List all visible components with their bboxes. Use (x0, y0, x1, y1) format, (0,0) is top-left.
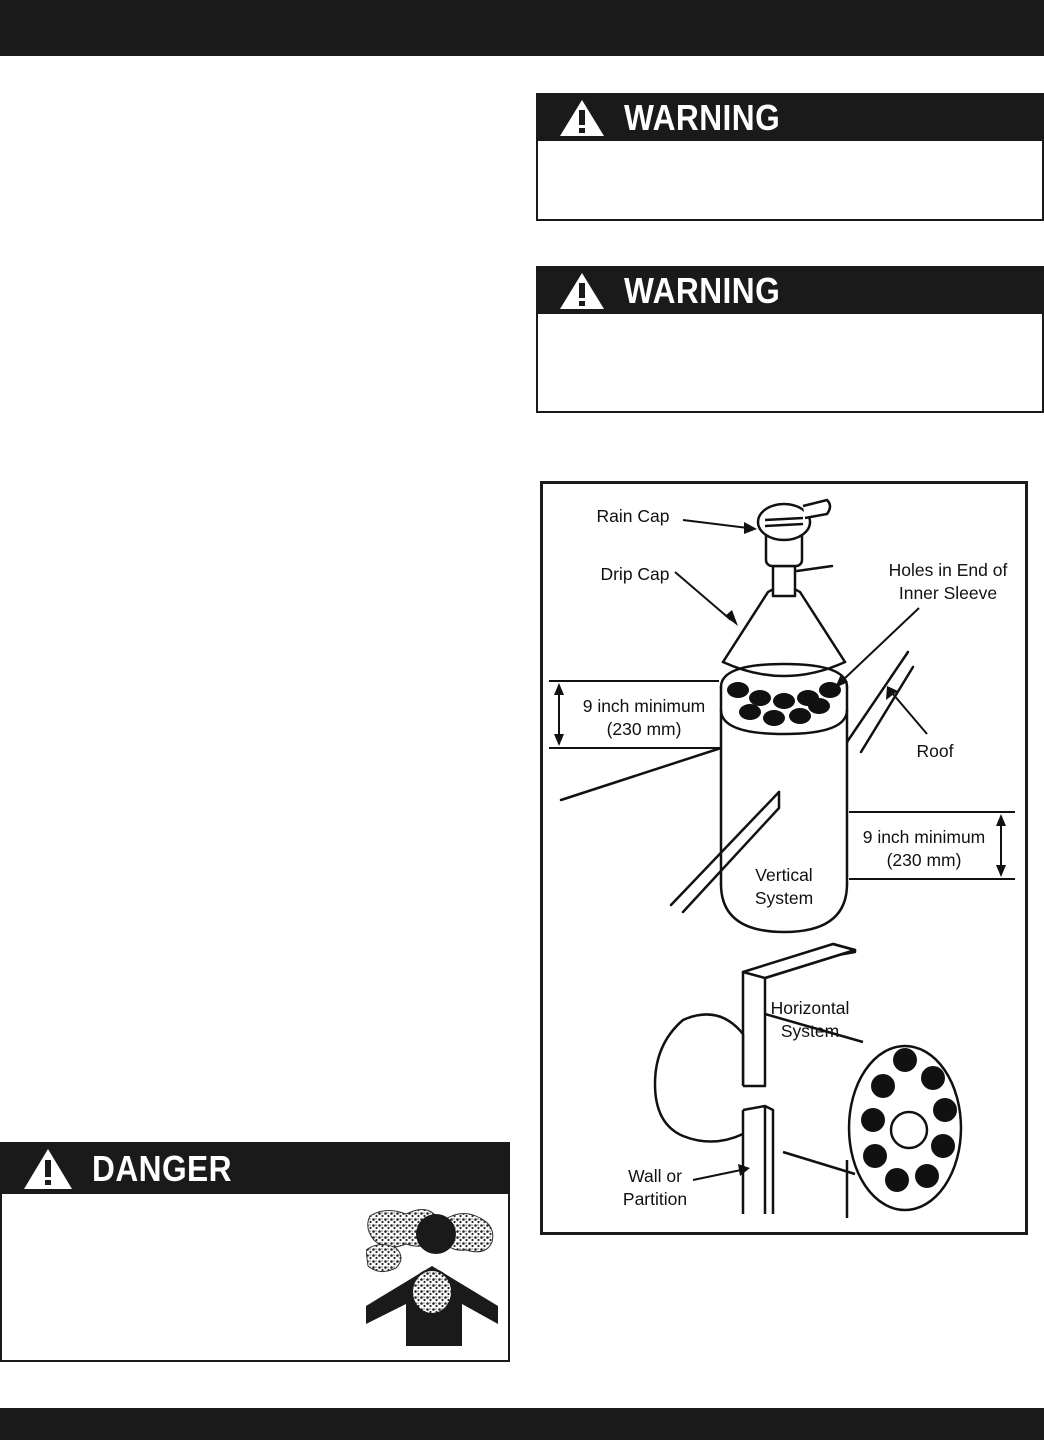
holes-label-line1: Holes in End of (888, 560, 1008, 580)
vertical-system-label-line1: Vertical (755, 865, 813, 885)
danger-header (2, 1144, 508, 1194)
horizontal-system-label-line2: System (780, 1021, 840, 1041)
side-clearance-label-line1: 9 inch minimum (862, 827, 986, 847)
warning-triangle-icon (558, 98, 606, 138)
wall-label-line2: Partition (622, 1189, 688, 1209)
footer-bar (0, 1408, 1044, 1440)
warning-box (536, 93, 1044, 221)
toxic-fumes-pictogram (366, 1206, 498, 1346)
rain-cap-label: Rain Cap (596, 506, 670, 526)
warning-header (538, 95, 1042, 141)
warning-heading: WARNING (624, 97, 781, 138)
header-bar (0, 0, 1044, 56)
danger-box (0, 1142, 510, 1362)
warning-triangle-icon (558, 271, 606, 311)
top-clearance-label-line2: (230 mm) (606, 719, 682, 739)
warning-heading: WARNING (624, 270, 781, 311)
drip-cap-label: Drip Cap (600, 564, 670, 584)
warning-header (538, 268, 1042, 314)
vertical-system-label-line2: System (754, 888, 814, 908)
vent-diagram-drawing (543, 484, 1025, 1232)
danger-triangle-icon (22, 1147, 74, 1191)
danger-heading: DANGER (92, 1148, 232, 1189)
warning-box (536, 266, 1044, 413)
horizontal-system-label-line1: Horizontal (770, 998, 850, 1018)
vent-clearance-diagram (540, 481, 1028, 1235)
side-clearance-label-line2: (230 mm) (886, 850, 962, 870)
wall-label-line1: Wall or (628, 1166, 682, 1186)
roof-label: Roof (916, 741, 954, 761)
top-clearance-label-line1: 9 inch minimum (582, 696, 706, 716)
holes-label-line2: Inner Sleeve (898, 583, 998, 603)
